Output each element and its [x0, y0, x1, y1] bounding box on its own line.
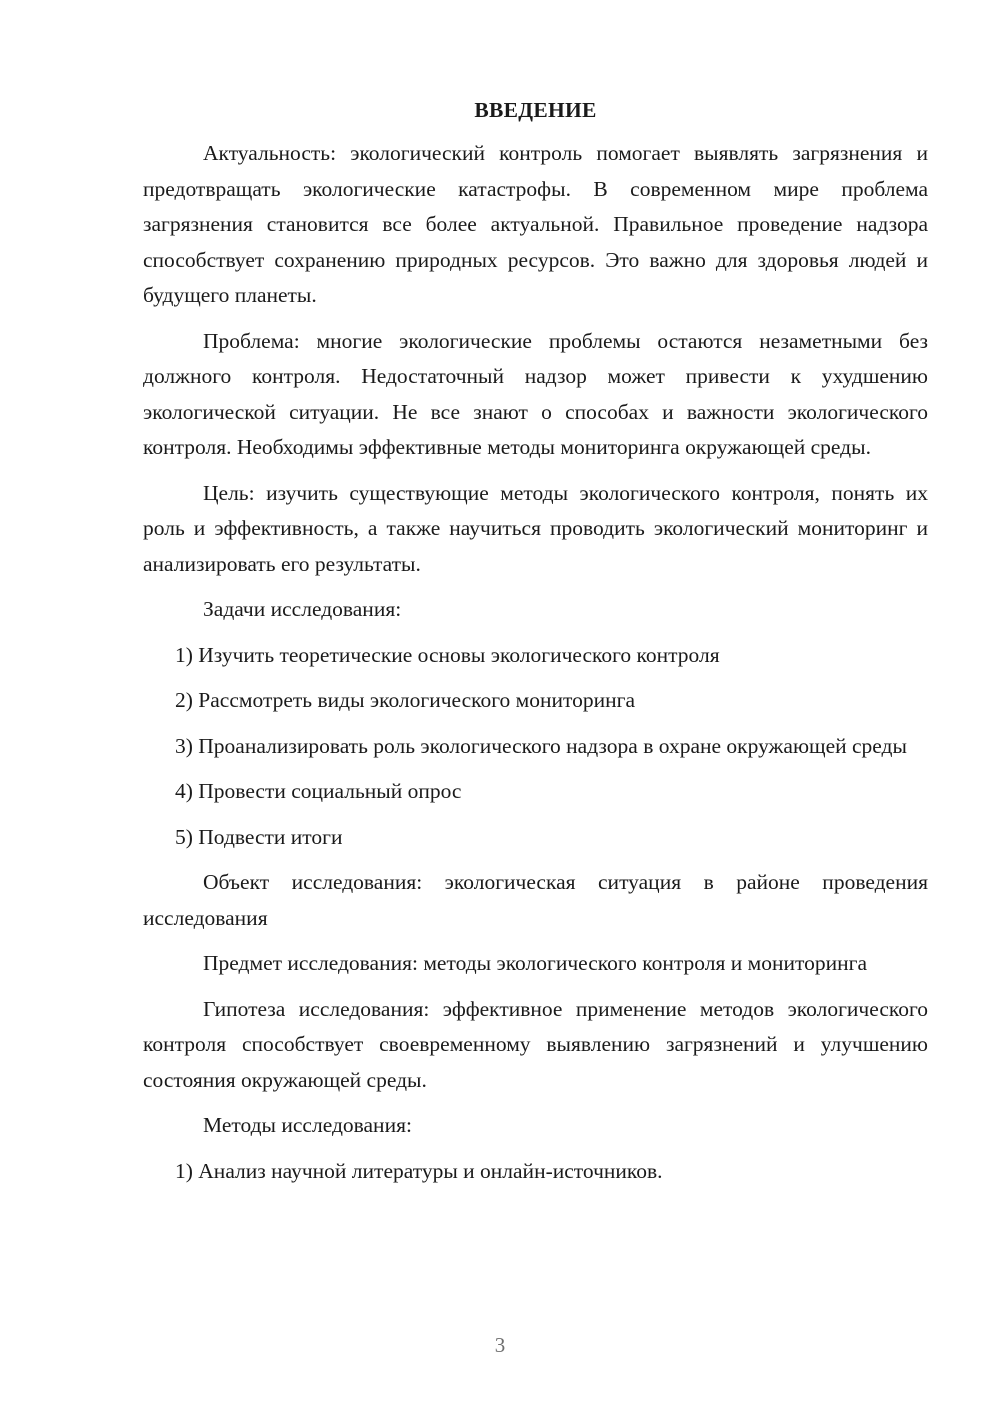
paragraph-object: Объект исследования: экологическая ситуация в районе проведения исследования — [143, 870, 928, 930]
page-heading: ВВЕДЕНИЕ — [474, 98, 597, 122]
method-item: 1) Анализ научной литературы и онлайн-источников. — [175, 1158, 663, 1183]
task-item: 2) Рассмотреть виды экологического мониторинга — [175, 688, 636, 712]
task-item: 4) Провести социальный опрос — [175, 779, 462, 803]
task-item: 5) Подвести итоги — [175, 824, 343, 849]
paragraph-tasks-title: Задачи исследования: — [203, 597, 402, 621]
paragraph-problem: Проблема: многие экологические проблемы остаются незаметными без должного контроля. Недостаточный надзор может привести к ухудшению экологической ситуации. Не все знают о способах и важности экологического контроля. Необходимы эффективные методы мониторинга окружающей среды. — [143, 328, 928, 459]
paragraph-relevance: Актуальность: экологический контроль помогает выявлять загрязнения и предотвращать экологические катастрофы. В современном мире проблема загрязнения становится все более актуальной. Правильное проведение надзора способствует сохранению природных ресурсов. Это важно для здоровья людей и будущего планеты. — [143, 141, 928, 307]
paragraph-subject: Предмет исследования: методы экологического контроля и мониторинга — [203, 951, 867, 975]
paragraph-methods-title: Методы исследования: — [203, 1113, 412, 1137]
paragraph-hypothesis: Гипотеза исследования: эффективное применение методов экологического контроля способствует своевременному выявлению загрязнений и улучшению состояния окружающей среды. — [143, 996, 928, 1092]
page-content — [143, 94, 928, 1199]
paragraph-goal: Цель: изучить существующие методы экологического контроля, понять их роль и эффективность, а также научиться проводить экологический мониторинг и анализировать его результаты. — [143, 480, 928, 576]
page-number: 3 — [494, 1333, 506, 1357]
task-item: 3) Проанализировать роль экологического надзора в охране окружающей среды — [175, 733, 907, 758]
task-item: 1) Изучить теоретические основы экологического контроля — [175, 642, 720, 667]
